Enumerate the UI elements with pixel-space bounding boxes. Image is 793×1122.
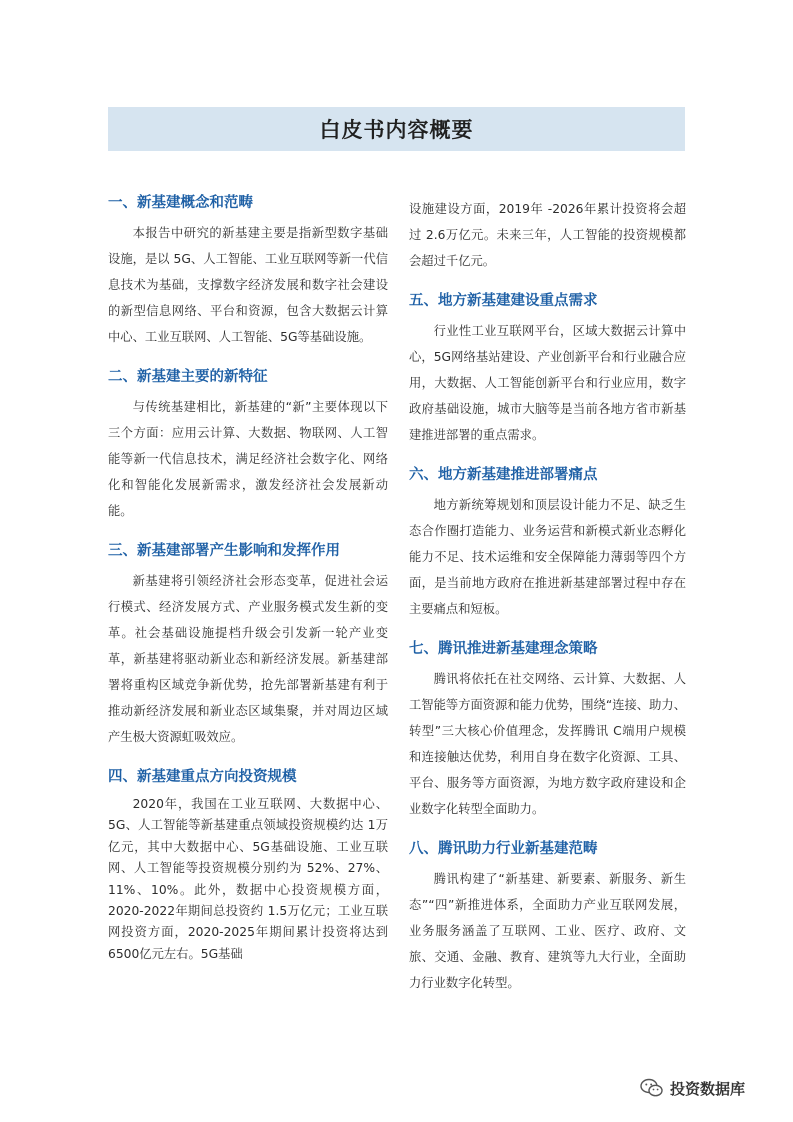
section-body-5: 行业性工业互联网平台，区域大数据云计算中心，5G网络基站建设、产业创新平台和行业融合应用，大数据、人工智能创新平台和行业应用，数字政府基础设施，城市大脑等是当前各地方省市新基建推进部署的重点需求。 [409, 324, 686, 442]
watermark [640, 1076, 745, 1100]
wechat-icon [640, 1078, 664, 1098]
title-banner [108, 107, 685, 151]
watermark-text: 投资数据库 [670, 1079, 746, 1098]
section-heading-6: 六、地方新基建推进部署痛点 [409, 467, 598, 483]
section-body-4: 2020年，我国在工业互联网、大数据中心、5G、人工智能等新基建重点领域投资规模约达 1万亿元，其中大数据中心、5G基础设施、工业互联网、人工智能等投资规模分别约为 52%、27%、11%、10%。此外，数据中心投资规模方面，2020-2022年期间总投资约 1.5万亿元；工业互联网投资方面，2020-2025年期间累计投资将达到 6500亿元左右。5G基础 [108, 797, 388, 961]
section-heading-5: 五、地方新基建建设重点需求 [409, 293, 598, 309]
section-heading-2: 二、新基建主要的新特征 [108, 369, 268, 385]
section-body-6: 地方新统筹规划和顶层设计能力不足、缺乏生态合作圈打造能力、业务运营和新模式新业态孵化能力不足、技术运维和安全保障能力薄弱等四个方面，是当前地方政府在推进新基建部署过程中存在主要痛点和短板。 [409, 498, 686, 616]
section-body-3: 新基建将引领经济社会形态变革，促进社会运行模式、经济发展方式、产业服务模式发生新的变革。社会基础设施提档升级会引发新一轮产业变革，新基建将驱动新业态和新经济发展。新基建部署将重构区域竞争新优势，抢先部署新基建有利于推动新经济发展和新业态区域集聚，并对周边区域产生极大资源虹吸效应。 [108, 574, 388, 744]
section-body-2: 与传统基建相比，新基建的“新”主要体现以下三个方面：应用云计算、大数据、物联网、人工智能等新一代信息技术，满足经济社会数字化、网络化和智能化发展新需求，激发经济社会发展新动能。 [108, 400, 388, 518]
section-body-1: 本报告中研究的新基建主要是指新型数字基础设施，是以 5G、人工智能、工业互联网等新一代信息技术为基础，支撑数字经济发展和数字社会建设的新型信息网络、平台和资源，包含大数据云计算中心、工业互联网、人工智能、5G等基础设施。 [108, 226, 388, 344]
section-body-4-continued: 设施建设方面，2019年 -2026年累计投资将会超过 2.6万亿元。未来三年，人工智能的投资规模都会超过千亿元。 [409, 202, 686, 268]
section-heading-3: 三、新基建部署产生影响和发挥作用 [108, 543, 340, 559]
page-title: 白皮书内容概要 [319, 118, 474, 142]
section-heading-8: 八、腾讯助力行业新基建范畴 [409, 841, 598, 857]
section-body-8: 腾讯构建了“新基建、新要素、新服务、新生态”“四”新推进体系，全面助力产业互联网发展，业务服务涵盖了互联网、工业、医疗、政府、文旅、交通、金融、教育、建筑等九大行业，全面助力行业数字化转型。 [409, 872, 686, 990]
right-column [409, 196, 686, 996]
section-heading-7: 七、腾讯推进新基建理念策略 [409, 641, 598, 657]
left-column [108, 192, 388, 965]
section-body-7: 腾讯将依托在社交网络、云计算、大数据、人工智能等方面资源和能力优势，围绕“连接、助力、转型”三大核心价值理念，发挥腾讯 C端用户规模和连接触达优势，利用自身在数字化资源、工具、平台、服务等方面资源，为地方数字政府建设和企业数字化转型全面助力。 [409, 672, 686, 816]
section-heading-4: 四、新基建重点方向投资规模 [108, 769, 297, 785]
section-heading-1: 一、新基建概念和范畴 [108, 195, 253, 211]
